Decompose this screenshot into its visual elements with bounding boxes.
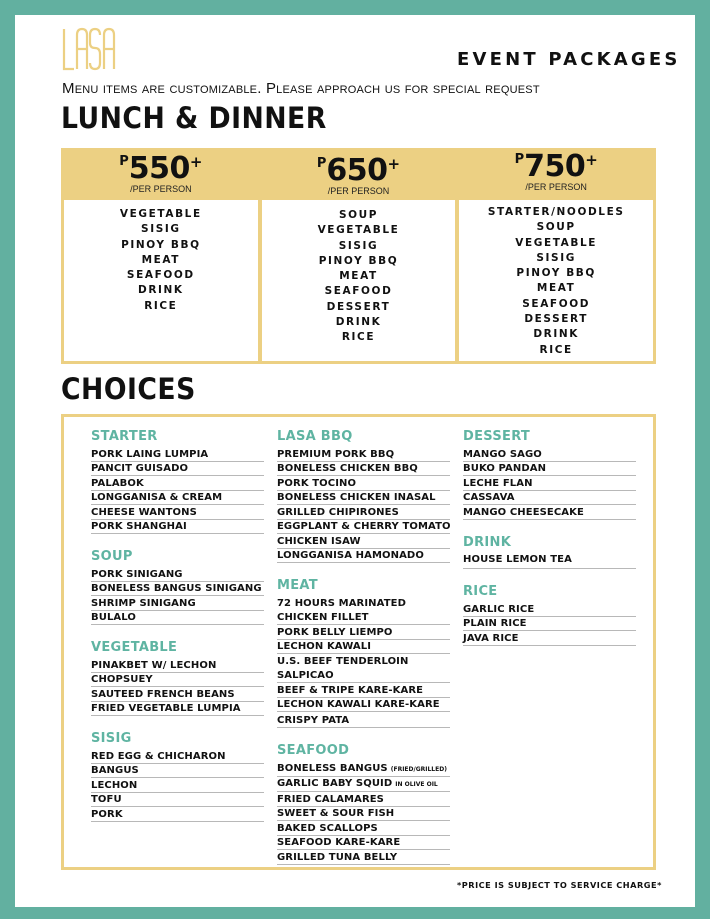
menu-item: SAUTEED FRENCH BEANS bbox=[91, 687, 264, 702]
menu-item: JAVA RICE bbox=[463, 631, 636, 646]
menu-item-name: BONELESS BANGUS bbox=[277, 762, 388, 774]
package-650 bbox=[262, 148, 456, 361]
menu-item: PORK TOCINO bbox=[277, 476, 450, 491]
menu-item: BONELESS CHICKEN BBQ bbox=[277, 462, 450, 477]
inclusion-item: PINOY BBQ bbox=[121, 238, 201, 251]
per-person-label: /PER PERSON bbox=[525, 182, 587, 192]
menu-item: BUKO PANDAN bbox=[463, 462, 636, 477]
package-inclusions bbox=[64, 200, 258, 361]
price-amount: 650 bbox=[326, 153, 388, 188]
menu-item: PANCIT GUISADO bbox=[91, 462, 264, 477]
menu-item: CHICKEN ISAW bbox=[277, 534, 450, 549]
menu-item: GRILLED TUNA BELLY bbox=[277, 850, 450, 865]
menu-item: HOUSE LEMON TEA bbox=[463, 553, 636, 570]
per-person-label: /PER PERSON bbox=[130, 184, 192, 194]
choices-column-1 bbox=[91, 428, 264, 836]
menu-item: CHOPSUEY bbox=[91, 673, 264, 688]
menu-item: CASSAVA bbox=[463, 491, 636, 506]
inclusion-item: RICE bbox=[144, 299, 178, 312]
inclusion-item: RICE bbox=[341, 331, 376, 344]
packages-table bbox=[61, 148, 656, 364]
menu-item: SALPICAO bbox=[277, 669, 450, 684]
package-price-header bbox=[64, 148, 258, 200]
package-price bbox=[316, 153, 401, 188]
event-packages-title: EVENT PACKAGES bbox=[457, 49, 681, 70]
category-rice bbox=[463, 583, 636, 646]
menu-item: CHEESE WANTONS bbox=[91, 505, 264, 520]
menu-item: PALABOK bbox=[91, 476, 264, 491]
menu-item: LONGGANISA & CREAM bbox=[91, 491, 264, 506]
menu-item: BEEF & TRIPE KARE-KARE bbox=[277, 683, 450, 698]
inclusion-item: MEAT bbox=[339, 270, 378, 283]
inclusion-item: DRINK bbox=[335, 316, 382, 329]
menu-item: PORK bbox=[91, 807, 264, 822]
choices-box bbox=[61, 414, 656, 870]
inclusion-item: DRINK bbox=[138, 284, 184, 297]
menu-item: BULALO bbox=[91, 611, 264, 626]
menu-item: CHICKEN FILLET bbox=[277, 611, 450, 626]
category-starter bbox=[91, 428, 264, 534]
menu-item: MANGO SAGO bbox=[463, 447, 636, 462]
lasa-logo-icon bbox=[62, 27, 118, 71]
category-sisig bbox=[91, 730, 264, 822]
category-title: RICE bbox=[463, 584, 498, 599]
price-plus: + bbox=[189, 153, 203, 171]
menu-item-note: (FRIED/GRILLED) bbox=[390, 765, 447, 773]
inclusion-item: VEGETABLE bbox=[515, 236, 598, 249]
package-price bbox=[514, 149, 598, 184]
category-title: STARTER bbox=[91, 429, 158, 444]
menu-item: BANGUS bbox=[91, 764, 264, 779]
category-title: DESSERT bbox=[463, 429, 531, 444]
price-plus: + bbox=[387, 155, 401, 173]
package-price-header bbox=[262, 148, 456, 200]
menu-item: SWEET & SOUR FISH bbox=[277, 807, 450, 822]
category-soup bbox=[91, 548, 264, 625]
package-inclusions bbox=[459, 200, 653, 361]
menu-item: PREMIUM PORK BBQ bbox=[277, 447, 450, 462]
inclusion-item: SISIG bbox=[141, 223, 181, 236]
price-amount: 550 bbox=[128, 151, 190, 186]
category-title: LASA BBQ bbox=[277, 429, 353, 444]
menu-item: MANGO CHEESECAKE bbox=[463, 505, 636, 520]
menu-item: FRIED CALAMARES bbox=[277, 792, 450, 807]
menu-item: PORK LAING LUMPIA bbox=[91, 447, 264, 462]
price-plus: + bbox=[585, 151, 598, 169]
inclusion-item: VEGETABLE bbox=[317, 224, 400, 237]
category-seafood bbox=[277, 742, 450, 865]
menu-item: CRISPY PATA bbox=[277, 712, 450, 728]
menu-item: TOFU bbox=[91, 793, 264, 808]
menu-item: BONELESS BANGUS SINIGANG bbox=[91, 582, 264, 597]
menu-item: 72 HOURS MARINATED bbox=[277, 597, 406, 609]
inclusion-item: PINOY BBQ bbox=[318, 254, 399, 267]
inclusion-item: SOUP bbox=[338, 209, 379, 221]
inclusion-item: MEAT bbox=[141, 253, 181, 266]
menu-item-note: IN OLIVE OIL bbox=[395, 781, 438, 788]
menu-item: LECHON KAWALI KARE-KARE bbox=[277, 698, 450, 713]
menu-item: SHRIMP SINIGANG bbox=[91, 596, 264, 611]
menu-item: LECHON KAWALI bbox=[277, 640, 450, 655]
menu-item: LONGGANISA HAMONADO bbox=[277, 549, 450, 564]
package-price-header bbox=[459, 148, 653, 200]
choices-column-2 bbox=[277, 428, 450, 879]
inclusion-item: STARTER/NOODLES bbox=[487, 206, 625, 218]
category-meat bbox=[277, 577, 450, 728]
menu-item: FRIED VEGETABLE LUMPIA bbox=[91, 702, 264, 717]
inclusion-item: DRINK bbox=[533, 328, 579, 341]
peso-symbol: P bbox=[316, 156, 327, 171]
menu-item: PORK BELLY LIEMPO bbox=[277, 625, 450, 640]
inclusion-item: SISIG bbox=[338, 239, 379, 252]
inclusion-item: RICE bbox=[539, 343, 573, 356]
category-title: DRINK bbox=[463, 534, 512, 550]
inclusion-item: SEAFOOD bbox=[324, 285, 393, 298]
service-charge-note: *PRICE IS SUBJECT TO SERVICE CHARGE* bbox=[457, 880, 662, 890]
choices-column-3 bbox=[463, 428, 636, 660]
package-750 bbox=[459, 148, 653, 361]
menu-item: RED EGG & CHICHARON bbox=[91, 749, 264, 764]
menu-item: GRILLED CHIPIRONES bbox=[277, 505, 450, 520]
category-drink bbox=[463, 534, 636, 570]
menu-item bbox=[277, 777, 450, 793]
category-lasa-bbq bbox=[277, 428, 450, 563]
per-person-label: /PER PERSON bbox=[327, 186, 390, 196]
peso-symbol: P bbox=[119, 154, 129, 169]
menu-item: PINAKBET W/ LECHON bbox=[91, 658, 264, 673]
lasa-logo bbox=[62, 27, 118, 71]
inclusion-item: SEAFOOD bbox=[126, 269, 195, 282]
menu-item: BONELESS CHICKEN INASAL bbox=[277, 491, 450, 506]
choices-heading: CHOICES bbox=[61, 372, 196, 406]
inclusion-item: SOUP bbox=[536, 221, 576, 234]
menu-item-name: GARLIC BABY SQUID bbox=[277, 778, 393, 789]
inclusion-item: PINOY BBQ bbox=[516, 267, 596, 280]
package-inclusions bbox=[262, 200, 456, 361]
category-title: SOUP bbox=[91, 549, 133, 564]
menu-item: U.S. BEEF TENDERLOIN bbox=[277, 655, 409, 667]
inclusion-item: SISIG bbox=[536, 251, 576, 264]
price-amount: 750 bbox=[524, 149, 586, 184]
category-title: SISIG bbox=[91, 731, 132, 746]
category-title: VEGETABLE bbox=[91, 640, 178, 655]
menu-item: SEAFOOD KARE-KARE bbox=[277, 836, 450, 851]
lunch-dinner-heading: LUNCH & DINNER bbox=[61, 101, 327, 135]
menu-item: PLAIN RICE bbox=[463, 617, 636, 632]
peso-symbol: P bbox=[514, 152, 525, 167]
package-550 bbox=[64, 148, 258, 361]
inclusion-item: SEAFOOD bbox=[522, 297, 591, 310]
category-vegetable bbox=[91, 639, 264, 716]
menu-item: PORK SHANGHAI bbox=[91, 520, 264, 535]
inclusion-item: DESSERT bbox=[326, 300, 391, 313]
menu-item: BAKED SCALLOPS bbox=[277, 821, 450, 836]
menu-item: GARLIC RICE bbox=[463, 602, 636, 617]
inclusion-item: VEGETABLE bbox=[119, 208, 202, 220]
menu-item: PORK SINIGANG bbox=[91, 567, 264, 582]
menu-item bbox=[277, 761, 450, 777]
category-title: MEAT bbox=[277, 578, 318, 593]
menu-item: LECHON bbox=[91, 778, 264, 793]
inclusion-item: MEAT bbox=[536, 282, 576, 295]
inclusion-item: DESSERT bbox=[524, 313, 589, 326]
menu-item: LECHE FLAN bbox=[463, 476, 636, 491]
package-price bbox=[119, 151, 203, 186]
customization-note: Menu items are customizable. Please approach us for special request bbox=[62, 80, 540, 97]
category-title: SEAFOOD bbox=[277, 743, 350, 758]
menu-item: EGGPLANT & CHERRY TOMATO bbox=[277, 521, 451, 532]
category-dessert bbox=[463, 428, 636, 520]
